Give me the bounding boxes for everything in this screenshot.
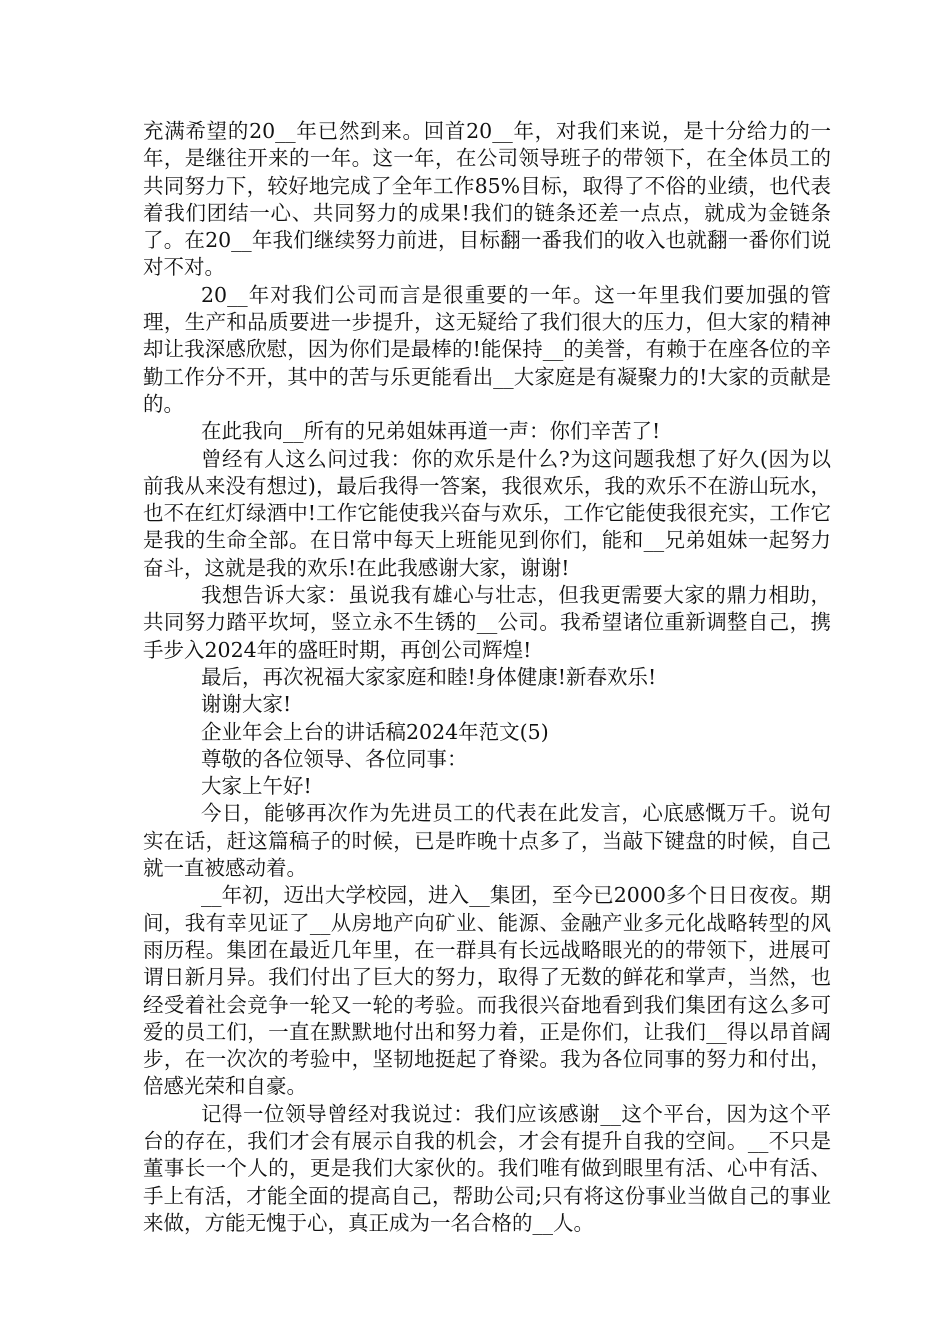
section-title: 企业年会上台的讲话稿2024年范文(5) [201,719,549,744]
document-body [143,118,831,1237]
salutation: 尊敬的各位领导、各位同事： [201,746,468,771]
paragraph-4: 曾经有人这么问过我：你的欢乐是什么?为这问题我想了好久(因为以前我从来没有想过)，最后我得一答案，我很欢乐，我的欢乐不在游山玩水，也不在红灯绿酒中!工作它能使我兴奋与欢乐，工作它能使我很充实，工作它是我的生命全部。在日常中每天上班能见到你们，能和__兄弟姐妹一起努力奋斗，这就是我的欢乐!在此我感谢大家，谢谢! [143,446,831,580]
paragraph-13: 记得一位领导曾经对我说过：我们应该感谢__这个平台，因为这个平台的存在，我们才会有展示自我的机会，才会有提升自我的空间。__不只是董事长一个人的，更是我们大家伙的。我们唯有做到眼里有活、心中有活、手上有活，才能全面的提高自己，帮助公司;只有将这份事业当做自己的事业来做，方能无愧于心，真正成为一名合格的__人。 [143,1101,831,1235]
paragraph-6: 最后，再次祝福大家家庭和睦!身体健康!新春欢乐! [201,664,657,689]
paragraph-7: 谢谢大家! [201,692,292,717]
paragraph-3: 在此我向__所有的兄弟姐妹再道一声：你们辛苦了! [201,419,661,444]
paragraph-2: 20__年对我们公司而言是很重要的一年。这一年里我们要加强的管理，生产和品质要进一步提升，这无疑给了我们很大的压力，但大家的精神却让我深感欣慰，因为你们是最棒的!能保持__的美誉，有赖于在座各位的辛勤工作分不开，其中的苦与乐更能看出__大家庭是有凝聚力的!大家的贡献是的。 [143,282,831,416]
paragraph-1: 充满希望的20__年已然到来。回首20__年，对我们来说，是十分给力的一年，是继往开来的一年。这一年，在公司领导班子的带领下，在全体员工的共同努力下，较好地完成了全年工作85%目标，取得了不俗的业绩，也代表着我们团结一心、共同努力的成果!我们的链条还差一点点，就成为金链条了。在20__年我们继续努力前进，目标翻一番我们的收入也就翻一番你们说对不对。 [143,119,831,280]
paragraph-5: 我想告诉大家：虽说我有雄心与壮志，但我更需要大家的鼎力相助，共同努力踏平坎坷，竖立永不生锈的__公司。我希望诸位重新调整自己，携手步入2024年的盛旺时期，再创公司辉煌! [143,583,831,662]
paragraph-11: 今日，能够再次作为先进员工的代表在此发言，心底感慨万千。说句实在话，赶这篇稿子的时候，已是昨晚十点多了，当敲下键盘的时候，自己就一直被感动着。 [143,801,831,881]
paragraph-12: __年初，迈出大学校园，进入__集团，至今已2000多个日日夜夜。期间，我有幸见证了__从房地产向矿业、能源、金融产业多元化战略转型的风雨历程。集团在最近几年里，在一群具有长远战略眼光的的带领下，进展可谓日新月异。我们付出了巨大的努力，取得了无数的鲜花和掌声，当然，也经受着社会竞争一轮又一轮的考验。而我很兴奋地看到我们集团有这么多可爱的员工们，一直在默默地付出和努力着，正是你们，让我们__得以昂首阔步，在一次次的考验中，坚韧地挺起了脊梁。我为各位同事的努力和付出，倍感光荣和自豪。 [143,883,831,1099]
greeting: 大家上午好! [201,774,312,799]
